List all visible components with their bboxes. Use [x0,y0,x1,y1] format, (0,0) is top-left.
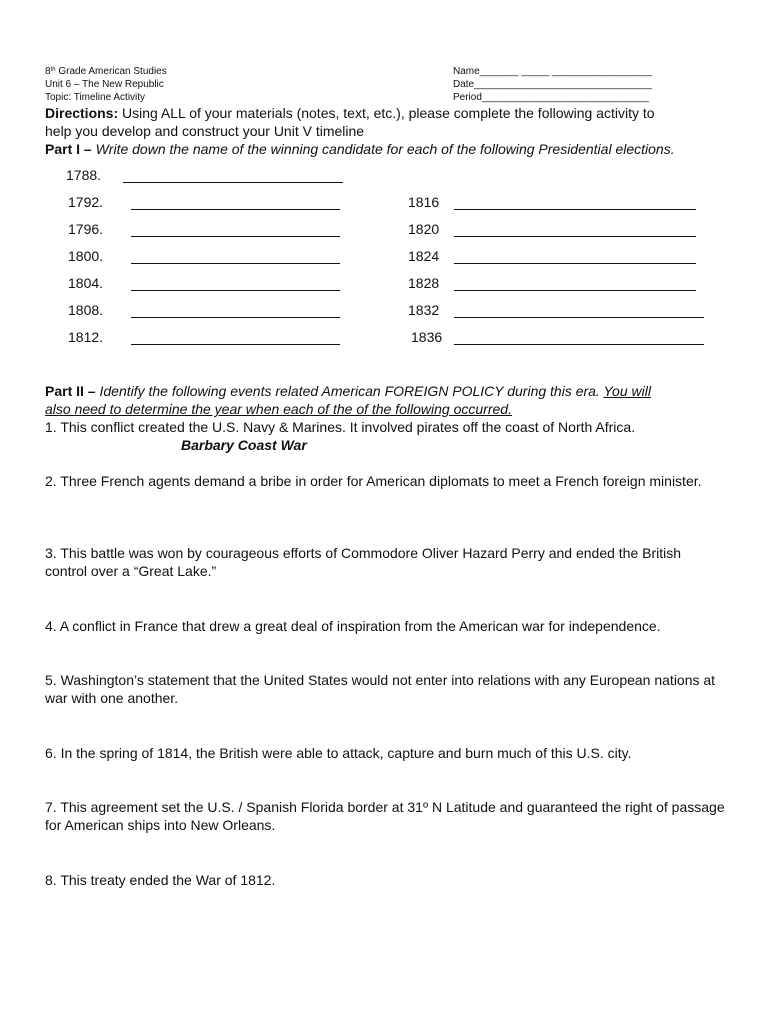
answer-blank[interactable] [454,290,696,291]
date-blank[interactable]: ________________________________ [474,79,653,90]
election-year: 1808. [68,302,104,318]
answer-blank[interactable] [454,209,696,210]
answer-blank[interactable] [131,263,340,264]
election-year: 1800. [68,248,104,264]
date-label: Date [453,79,475,90]
name-label: Name [453,66,480,77]
answer-blank[interactable] [454,263,696,264]
part2-label: Part II – [45,383,96,399]
question-8: 8. This treaty ended the War of 1812. [45,872,276,888]
unit-title: Unit 6 – The New Republic [45,79,164,90]
course-name: Grade American Studies [55,66,167,77]
question-7: 7. This agreement set the U.S. / Spanish Florida border at 31º N Latitude and guaranteed the right of passage for American ships into New Orleans. [45,799,725,833]
period-blank[interactable]: ______________________________ [481,92,649,103]
answer-blank[interactable] [131,290,340,291]
question-2: 2. Three French agents demand a bribe in order for American diplomats to meet a French foreign minister. [45,473,702,489]
part1-instructions [45,140,675,158]
answer-blank[interactable] [131,209,340,210]
election-year: 1824 [408,248,440,264]
election-year: 1816 [408,194,440,210]
grade-superscript: th [50,67,56,73]
part1-text: Write down the name of the winning candidate for each of the following Presidential elections. [91,141,675,157]
election-year: 1788. [66,167,102,183]
part2-underlined: You will [603,383,651,399]
name-blank[interactable]: _______ _____ __________________ [479,66,653,77]
part1-label: Part I – [45,141,92,157]
election-year: 1796. [68,221,104,237]
election-year: 1804. [68,275,104,291]
topic-line: Topic: Timeline Activity [45,92,146,103]
election-year: 1812. [68,329,104,345]
question-3: 3. This battle was won by courageous efforts of Commodore Oliver Hazard Perry and ended the British control over a “Great Lake.” [45,545,682,579]
election-year: 1836 [411,329,443,345]
question-5: 5. Washington’s statement that the United States would not enter into relations with any European nations at war with one another. [45,672,716,706]
election-year: 1832 [408,302,440,318]
answer-blank[interactable] [131,317,340,318]
election-year: 1828 [408,275,440,291]
answer-blank[interactable] [454,344,704,345]
question-6: 6. In the spring of 1814, the British were able to attack, capture and burn much of this U.S. city. [45,745,632,761]
directions-line-2: help you develop and construct your Unit V timeline [45,123,365,139]
answer-blank[interactable] [454,317,704,318]
answer-blank[interactable] [131,344,340,345]
question-1: 1. This conflict created the U.S. Navy & Marines. It involved pirates off the coast of North Africa. [45,419,636,435]
part2-instructions-line-2: also need to determine the year when each of the of the following occurred. [45,401,512,417]
election-year: 1792. [68,194,104,210]
directions [45,104,655,122]
answer-1: Barbary Coast War [181,437,307,453]
part2-instructions [45,382,651,400]
election-year: 1820 [408,221,440,237]
name-field[interactable] [453,65,652,78]
answer-blank[interactable] [131,236,340,237]
question-4: 4. A conflict in France that drew a great deal of inspiration from the American war for independence. [45,618,661,634]
period-label: Period [453,92,482,103]
date-field[interactable] [453,78,652,91]
grade-number: 8 [45,66,51,77]
answer-blank[interactable] [123,182,343,183]
part2-text: Identify the following events related American FOREIGN POLICY during this era. [95,383,604,399]
directions-text: Using ALL of your materials (notes, text, etc.), please complete the following activity to [118,105,655,121]
period-field[interactable] [453,91,649,104]
course-title [45,65,167,78]
answer-blank[interactable] [454,236,696,237]
directions-label: Directions: [45,105,119,121]
